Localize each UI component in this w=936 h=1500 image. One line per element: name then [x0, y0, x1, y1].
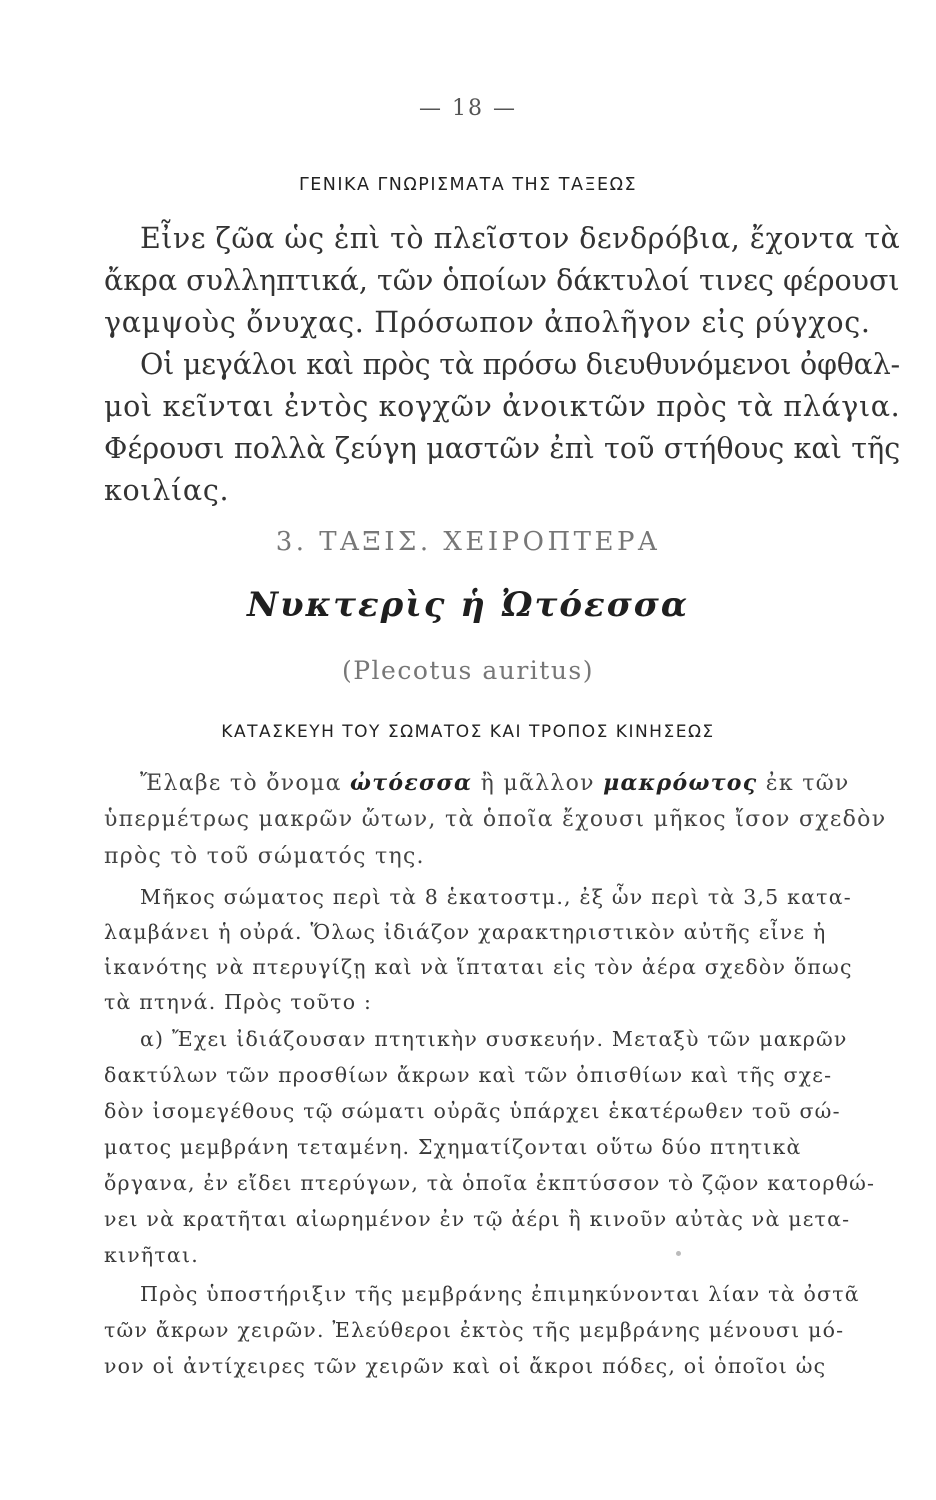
text-line: κινῆται. — [104, 1243, 199, 1267]
text-line: Εἶνε ζῶα ὡς ἐπὶ τὸ πλεῖστον δενδρόβια, ἔχοντα τὰ — [140, 222, 901, 255]
section-heading: ΓΕΝΙΚΑ ΓΝΩΡΙΣΜΑΤΑ ΤΗΣ ΤΑΞΕΩΣ — [298, 175, 638, 195]
page-number: — 18 — — [419, 96, 517, 121]
text-line: Πρὸς ὑποστήριξιν τῆς μεμβράνης ἐπιμηκύνονται λίαν τὰ ὀστᾶ — [140, 1282, 860, 1306]
text-line: δὸν ἰσομεγέθους τῷ σώματι οὐρᾶς ὑπάρχει ἑκατέρωθεν τοῦ σώ- — [104, 1099, 841, 1123]
text-line: ἱκανότης νὰ πτερυγίζῃ καὶ νὰ ἵπταται εἰς τὸν ἀέρα σχεδὸν ὅπως — [104, 955, 853, 979]
text-line: νον οἱ ἀντίχειρες τῶν χειρῶν καὶ οἱ ἄκροι πόδες, οἱ ὁποῖοι ὡς — [104, 1354, 827, 1378]
subsection-heading: ΚΑΤΑΣΚΕΥΗ ΤΟΥ ΣΩΜΑΤΟΣ ΚΑΙ ΤΡΟΠΟΣ ΚΙΝΗΣΕΩΣ — [221, 722, 715, 742]
latin-name: (Plecotus auritus) — [341, 656, 595, 685]
species-title: Νυκτερὶς ἡ Ὠτόεσσα — [246, 585, 690, 625]
text-line: κοιλίας. — [104, 474, 230, 507]
text-line: ματος μεμβράνη τεταμένη. Σχηματίζονται οὕτω δύο πτητικὰ — [104, 1135, 802, 1159]
text-line: ὄργανα, ἐν εἴδει πτερύγων, τὰ ὁποῖα ἐκπτύσσον τὸ ζῷον κατορθώ- — [104, 1171, 876, 1195]
text-run: ἢ μᾶλλον — [472, 771, 604, 796]
text-line: τὰ πτηνά. Πρὸς τοῦτο : — [104, 990, 373, 1014]
text-line: ἄκρα συλληπτικά, τῶν ὁποίων δάκτυλοί τινες φέρουσι — [104, 264, 900, 297]
ink-speck — [676, 1251, 681, 1256]
emphasis-term: ὠτόεσσα — [350, 770, 473, 796]
text-line: ὑπερμέτρως μακρῶν ὤτων, τὰ ὁποῖα ἔχουσι μῆκος ἴσον σχεδὸν — [104, 807, 887, 832]
text-line: τῶν ἄκρων χειρῶν. Ἐλεύθεροι ἐκτὸς τῆς μεμβράνης μένουσι μό- — [104, 1318, 845, 1342]
text-line: λαμβάνει ἡ οὐρά. Ὅλως ἰδιάζον χαρακτηριστικὸν αὐτῆς εἶνε ἡ — [104, 920, 827, 944]
text-line — [140, 770, 850, 796]
text-run: Ἔλαβε τὸ ὄνομα — [140, 771, 351, 796]
order-title: 3. ΤΑΞΙΣ. ΧΕΙΡΟΠΤΕΡΑ — [275, 527, 661, 557]
text-run: ἐκ τῶν — [757, 771, 850, 796]
text-line: μοὶ κεῖνται ἐντὸς κογχῶν ἀνοικτῶν πρὸς τὰ πλάγια. — [104, 390, 901, 423]
text-line: πρὸς τὸ τοῦ σώματός της. — [104, 844, 425, 869]
text-line: γαμψοὺς ὄνυχας. Πρόσωπον ἀπολῆγον εἰς ρύγχος. — [104, 306, 871, 339]
text-line: α) Ἔχει ἰδιάζουσαν πτητικὴν συσκευήν. Μεταξὺ τῶν μακρῶν — [140, 1027, 848, 1051]
emphasis-term: μακρόωτος — [603, 770, 758, 796]
text-line: Οἱ μεγάλοι καὶ πρὸς τὰ πρόσω διευθυνόμενοι ὀφθαλ- — [140, 348, 900, 381]
text-line: Μῆκος σώματος περὶ τὰ 8 ἑκατοστμ., ἐξ ὧν περὶ τὰ 3,5 κατα- — [140, 885, 852, 909]
text-line: Φέρουσι πολλὰ ζεύγη μαστῶν ἐπὶ τοῦ στήθους καὶ τῆς — [104, 432, 901, 465]
text-line: νει νὰ κρατῆται αἰωρημένον ἐν τῷ ἀέρι ἢ κινοῦν αὐτὰς νὰ μετα- — [104, 1207, 851, 1231]
text-line: δακτύλων τῶν προσθίων ἄκρων καὶ τῶν ὀπισθίων καὶ τῆς σχε- — [104, 1063, 833, 1087]
